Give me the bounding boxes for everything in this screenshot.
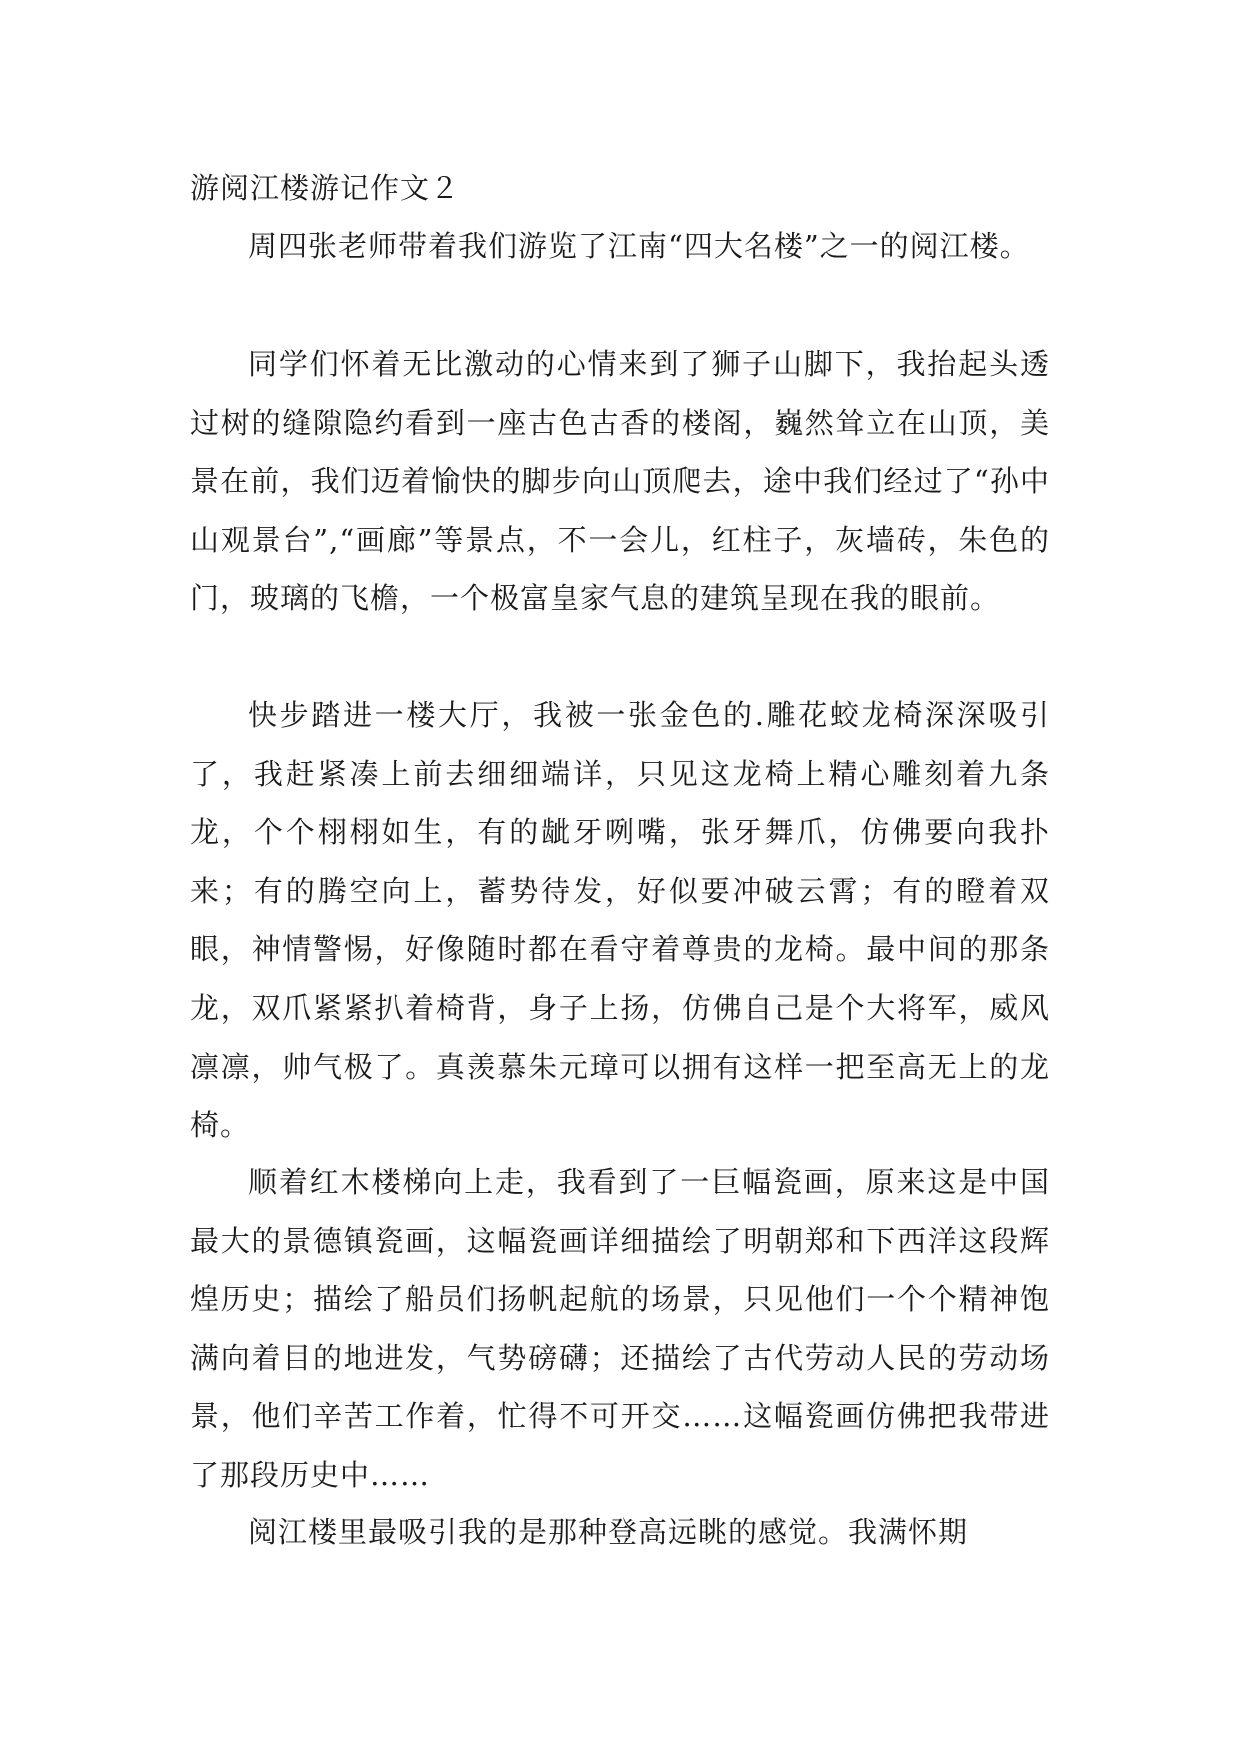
paragraph-3: 快步踏进一楼大厅，我被一张金色的.雕花蛟龙椅深深吸引了，我赶紧凑上前去细细端详，只见这龙椅上精心雕刻着九条龙，个个栩栩如生，有的龇牙咧嘴，张牙舞爪，仿佛要向我扑来；有的腾空向上，蓄势待发，好似要冲破云霄；有的瞪着双眼，神情警惕，好像随时都在看守着尊贵的龙椅。最中间的那条龙，双爪紧紧扒着椅背，身子上扬，仿佛自己是个大将军，威风凛凛，帅气极了。真羡慕朱元璋可以拥有这样一把至高无上的龙椅。	[190, 698, 1050, 1143]
paragraph-2: 同学们怀着无比激动的心情来到了狮子山脚下，我抬起头透过树的缝隙隐约看到一座古色古香的楼阁，巍然耸立在山顶，美景在前，我们迈着愉快的脚步向山顶爬去，途中我们经过了“孙中山观景台”,“画廊”等景点，不一会儿，红柱子，灰墙砖，朱色的门，玻璃的飞檐，一个极富皇家气息的建筑呈现在我的眼前。	[190, 347, 1050, 616]
paragraph-4: 顺着红木楼梯向上走，我看到了一巨幅瓷画，原来这是中国最大的景德镇瓷画，这幅瓷画详细描绘了明朝郑和下西洋这段辉煌历史；描绘了船员们扬帆起航的场景，只见他们一个个精神饱满向着目的地进发，气势磅礴；还描绘了古代劳动人民的劳动场景，他们辛苦工作着，忙得不可开交……这幅瓷画仿佛把我带进了那段历史中……	[190, 1165, 1050, 1492]
document-title: 游阅江楼游记作文２	[190, 171, 461, 205]
paragraph-5: 阅江楼里最吸引我的是那种登高远眺的感觉。我满怀期	[248, 1515, 969, 1549]
paragraph-1: 周四张老师带着我们游览了江南“四大名楼”之一的阅江楼。	[248, 229, 1030, 263]
